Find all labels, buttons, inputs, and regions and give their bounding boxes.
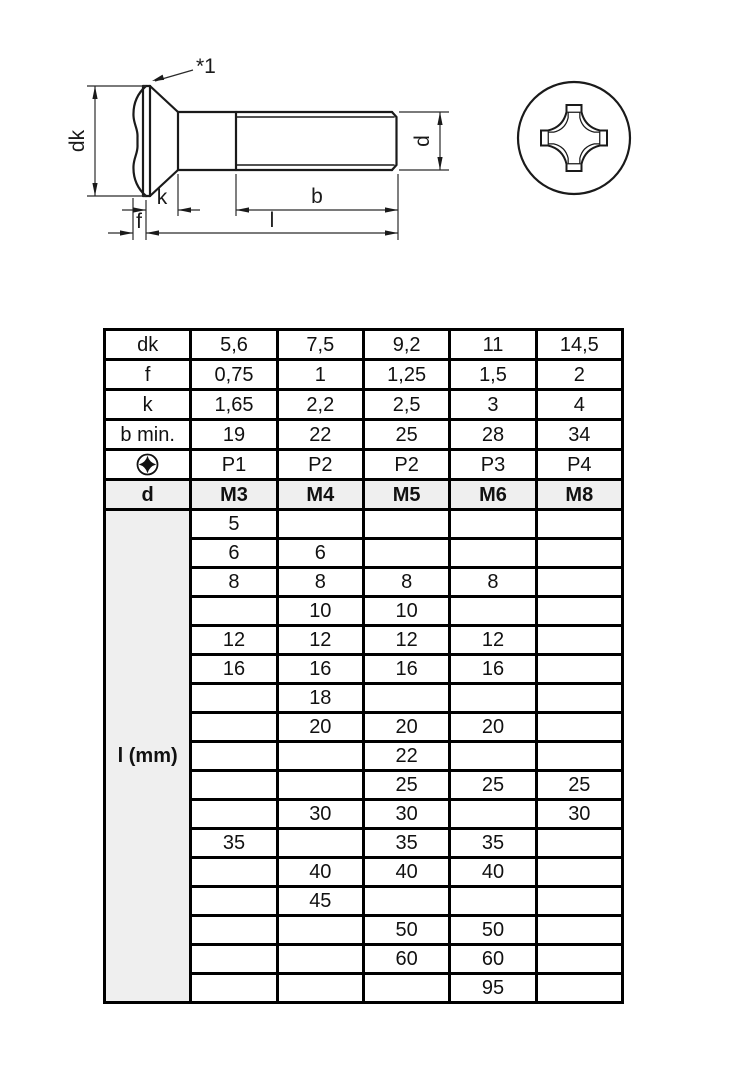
table-cell: 25 xyxy=(363,420,449,450)
table-cell: M8 xyxy=(536,480,622,510)
table-cell: 16 xyxy=(277,655,363,684)
table-cell: 28 xyxy=(450,420,536,450)
table-cell xyxy=(191,771,277,800)
table-cell: 25 xyxy=(536,771,622,800)
table-cell: 50 xyxy=(450,916,536,945)
table-cell: 6 xyxy=(277,539,363,568)
table-cell xyxy=(363,974,449,1003)
table-cell: 60 xyxy=(450,945,536,974)
table-cell xyxy=(536,597,622,626)
table-cell: 16 xyxy=(363,655,449,684)
table-cell: 45 xyxy=(277,887,363,916)
screw-technical-drawing xyxy=(0,0,730,300)
table-cell xyxy=(191,713,277,742)
table-cell: 8 xyxy=(191,568,277,597)
table-cell xyxy=(277,829,363,858)
table-cell xyxy=(363,684,449,713)
table-cell: 7,5 xyxy=(277,330,363,360)
table-cell: P3 xyxy=(450,450,536,480)
table-cell: 6 xyxy=(191,539,277,568)
table-cell: P2 xyxy=(363,450,449,480)
table-cell xyxy=(191,800,277,829)
dimension-table xyxy=(103,328,624,1004)
table-cell: 95 xyxy=(450,974,536,1003)
label-dk: dk xyxy=(66,129,89,153)
length-column-label: l (mm) xyxy=(105,510,191,1003)
table-cell: 18 xyxy=(277,684,363,713)
table-cell: 0,75 xyxy=(191,360,277,390)
table-cell: 4 xyxy=(536,390,622,420)
label-l: l xyxy=(269,209,275,232)
table-cell xyxy=(536,945,622,974)
head-dome-profile xyxy=(133,86,146,196)
table-cell xyxy=(536,974,622,1003)
table-cell: 60 xyxy=(363,945,449,974)
row-label: b min. xyxy=(105,420,191,450)
table-cell: 35 xyxy=(363,829,449,858)
table-cell xyxy=(536,539,622,568)
table-cell xyxy=(536,713,622,742)
head-outline xyxy=(518,82,630,194)
table-cell xyxy=(277,974,363,1003)
table-cell xyxy=(277,510,363,539)
table-row xyxy=(105,510,623,539)
table-cell: 9,2 xyxy=(363,330,449,360)
dimension-arrowheads xyxy=(92,75,442,236)
table-cell: 40 xyxy=(363,858,449,887)
table-cell xyxy=(536,742,622,771)
table-cell xyxy=(536,568,622,597)
table-cell xyxy=(277,771,363,800)
table-cell: 3 xyxy=(450,390,536,420)
table-cell: 35 xyxy=(191,829,277,858)
table-cell xyxy=(277,916,363,945)
dimension-table-body xyxy=(105,330,623,1003)
table-cell: 20 xyxy=(450,713,536,742)
table-cell: 25 xyxy=(363,771,449,800)
table-cell xyxy=(450,510,536,539)
table-cell: M6 xyxy=(450,480,536,510)
table-cell xyxy=(191,887,277,916)
table-cell: P2 xyxy=(277,450,363,480)
table-cell: 5,6 xyxy=(191,330,277,360)
table-cell xyxy=(536,626,622,655)
label-k: k xyxy=(156,186,168,209)
table-cell: 12 xyxy=(191,626,277,655)
table-cell: 10 xyxy=(277,597,363,626)
table-cell: 20 xyxy=(363,713,449,742)
table-cell: M3 xyxy=(191,480,277,510)
table-cell: 12 xyxy=(277,626,363,655)
table-cell: 2 xyxy=(536,360,622,390)
label-b: b xyxy=(311,185,323,208)
screw-side-view xyxy=(133,86,396,196)
row-label: d xyxy=(105,480,191,510)
table-header-row xyxy=(105,450,623,480)
table-cell xyxy=(191,974,277,1003)
table-cell xyxy=(191,742,277,771)
table-cell: 20 xyxy=(277,713,363,742)
table-cell: 30 xyxy=(536,800,622,829)
table-cell: 12 xyxy=(363,626,449,655)
table-cell: 19 xyxy=(191,420,277,450)
table-cell: P1 xyxy=(191,450,277,480)
table-cell xyxy=(450,887,536,916)
table-cell xyxy=(536,887,622,916)
label-ref-note: *1 xyxy=(196,55,216,78)
table-cell: 12 xyxy=(450,626,536,655)
screw-head-front-view xyxy=(518,82,630,194)
table-header-row xyxy=(105,360,623,390)
phillips-drive-icon xyxy=(136,453,159,476)
table-cell: 16 xyxy=(450,655,536,684)
table-cell: 14,5 xyxy=(536,330,622,360)
table-cell xyxy=(536,684,622,713)
table-cell: 8 xyxy=(450,568,536,597)
table-cell xyxy=(363,887,449,916)
table-cell: 40 xyxy=(450,858,536,887)
label-d: d xyxy=(411,135,434,147)
table-cell: 22 xyxy=(363,742,449,771)
table-cell: 16 xyxy=(191,655,277,684)
table-cell: 10 xyxy=(363,597,449,626)
row-label: dk xyxy=(105,330,191,360)
table-cell xyxy=(191,858,277,887)
table-cell: M4 xyxy=(277,480,363,510)
table-cell: 11 xyxy=(450,330,536,360)
table-cell: 8 xyxy=(363,568,449,597)
table-cell xyxy=(191,684,277,713)
table-cell: 22 xyxy=(277,420,363,450)
table-cell xyxy=(450,597,536,626)
table-cell: 5 xyxy=(191,510,277,539)
table-cell: 30 xyxy=(363,800,449,829)
label-f: f xyxy=(136,210,142,233)
table-cell xyxy=(277,945,363,974)
table-header-row xyxy=(105,480,623,510)
table-cell: 2,5 xyxy=(363,390,449,420)
table-cell xyxy=(450,684,536,713)
table-cell: 8 xyxy=(277,568,363,597)
table-cell xyxy=(191,597,277,626)
table-cell xyxy=(536,858,622,887)
table-cell xyxy=(450,742,536,771)
table-header-row xyxy=(105,420,623,450)
table-cell xyxy=(536,655,622,684)
table-cell xyxy=(450,800,536,829)
table-cell: 30 xyxy=(277,800,363,829)
table-cell: 35 xyxy=(450,829,536,858)
table-cell xyxy=(536,829,622,858)
row-label: f xyxy=(105,360,191,390)
table-cell: 50 xyxy=(363,916,449,945)
phillips-recess-inner xyxy=(548,112,599,163)
table-cell: 1,5 xyxy=(450,360,536,390)
table-cell xyxy=(191,916,277,945)
table-cell: 1,65 xyxy=(191,390,277,420)
table-cell: M5 xyxy=(363,480,449,510)
row-label: k xyxy=(105,390,191,420)
table-cell xyxy=(363,539,449,568)
table-cell: 34 xyxy=(536,420,622,450)
table-cell: 1 xyxy=(277,360,363,390)
table-cell: 1,25 xyxy=(363,360,449,390)
table-cell: 25 xyxy=(450,771,536,800)
table-cell xyxy=(191,945,277,974)
table-cell xyxy=(450,539,536,568)
table-cell: P4 xyxy=(536,450,622,480)
table-cell xyxy=(277,742,363,771)
table-cell: 2,2 xyxy=(277,390,363,420)
table-header-row xyxy=(105,390,623,420)
table-cell: 40 xyxy=(277,858,363,887)
row-label-phillips-icon-cell xyxy=(105,450,191,480)
table-cell xyxy=(536,510,622,539)
phillips-recess-outer xyxy=(541,105,607,171)
table-cell xyxy=(363,510,449,539)
table-header-row xyxy=(105,330,623,360)
table-cell xyxy=(536,916,622,945)
